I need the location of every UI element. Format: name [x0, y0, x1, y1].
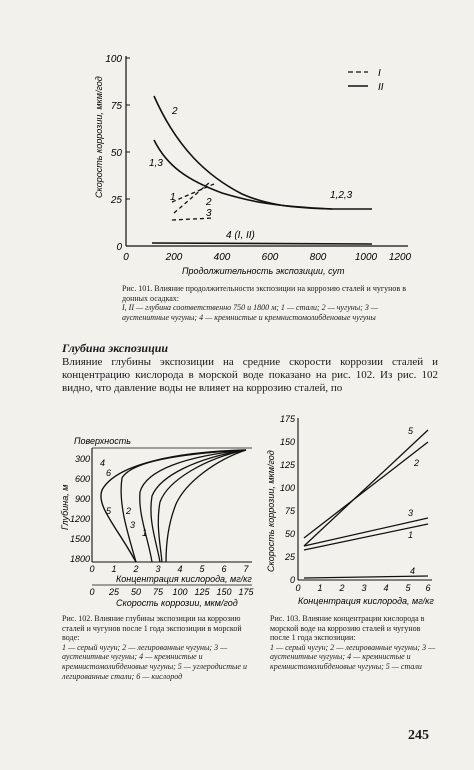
cr-tick-125: 125 [194, 587, 210, 597]
ox-tick-1: 1 [111, 564, 117, 574]
y-axis-label: Скорость коррозии, мкм/год [266, 450, 276, 572]
x-tick-1: 1 [317, 583, 323, 593]
label-4: 4 (I, II) [226, 230, 255, 241]
cr-tick-150: 150 [216, 587, 232, 597]
x-tick-4: 4 [383, 583, 389, 593]
x-axis-label: Концентрация кислорода, мг/кг [298, 596, 434, 606]
y-tick-900: 900 [74, 494, 90, 504]
label-2: 2 [414, 458, 420, 468]
x-tick-400: 400 [213, 252, 231, 263]
cr-tick-25: 25 [108, 587, 120, 597]
label-6: 6 [106, 468, 112, 478]
y-tick-1800: 1800 [69, 554, 90, 564]
y-tick-1500: 1500 [69, 534, 90, 544]
label-2: 2 [126, 506, 132, 516]
ox-tick-5: 5 [199, 564, 205, 574]
line-2 [304, 442, 428, 538]
y-tick-100: 100 [105, 54, 122, 65]
y-tick-50: 50 [284, 529, 295, 539]
caption-102-legend: 1 — серый чугун; 2 — легированные чугуны; 3 — аустенитные чугуны; 4 — кремнистые и кремнистомолибденовые чугуны; 5 — углеродистые и легированные стали; 6 — кислород [62, 642, 247, 681]
y-tick-100: 100 [279, 483, 295, 493]
y-tick-25: 25 [284, 552, 295, 562]
x-tick-1000: 1000 [354, 252, 378, 263]
ox-tick-4: 4 [177, 564, 183, 574]
x-axis-label: Продолжительность экспозиции, сут [182, 266, 345, 276]
line-5 [304, 430, 428, 546]
y-tick-125: 125 [279, 460, 295, 470]
y-axis-label: Глубина, м [60, 484, 70, 530]
curve-3 [158, 450, 246, 562]
label-5: 5 [106, 506, 112, 516]
label-5: 5 [408, 426, 414, 436]
x-tick-5: 5 [405, 583, 411, 593]
ox-tick-3: 3 [155, 564, 161, 574]
label-3: 3 [408, 508, 414, 518]
label-d3: 3 [206, 208, 212, 219]
figure-103-caption [270, 614, 438, 672]
figure-102-chart [56, 434, 266, 612]
caption-101-legend: I, II — глубина соответственно 750 и 1800 м; 1 — стали; 2 — чугуны; 3 — аустенитные чугуны; 4 — кремнистые и кремнистомолибденовые чугуны [122, 303, 378, 322]
label-1-3: 1,3 [149, 158, 163, 169]
ox-tick-0: 0 [89, 564, 95, 574]
ox-tick-7: 7 [243, 564, 249, 574]
x-tick-800: 800 [309, 252, 327, 263]
y-axis-label: Скорость коррозии, мкм/год [94, 76, 104, 198]
ox-tick-6: 6 [221, 564, 227, 574]
y-tick-150: 150 [279, 437, 295, 447]
x-tick-0: 0 [123, 252, 129, 263]
x-tick-6: 6 [425, 583, 431, 593]
cr-tick-50: 50 [130, 587, 142, 597]
top-label: Поверхность [74, 436, 131, 446]
label-1-2-3: 1,2,3 [330, 190, 353, 201]
label-3: 3 [130, 520, 136, 530]
label-d1: 1 [170, 192, 176, 203]
caption-102-title: Рис. 102. Влияние глубины экспозиции на коррозию сталей и чугунов после 1 года экспозиции в морской воде: [62, 614, 242, 643]
section-title: Глубина экспозиции [62, 341, 169, 355]
body-paragraph: Влияние глубины экспозиции на средние скорости коррозии сталей и концентрацию кислорода в морской воде показано на рис. 102. Из рис. 102 видно, что давление воды не влияет на коррозию сталей, по [62, 356, 438, 394]
y-tick-300: 300 [74, 454, 90, 464]
y-tick-0: 0 [116, 242, 122, 253]
y-tick-50: 50 [110, 148, 122, 159]
figure-101-chart [82, 48, 422, 280]
x-tick-3: 3 [361, 583, 367, 593]
y-tick-1200: 1200 [69, 514, 90, 524]
x-tick-200: 200 [165, 252, 183, 263]
curve-4 [152, 243, 372, 244]
line-4 [304, 576, 428, 578]
label-1: 1 [142, 528, 148, 538]
y-tick-75: 75 [284, 506, 295, 516]
x-tick-0: 0 [295, 583, 301, 593]
ox-tick-2: 2 [133, 564, 139, 574]
legend-II: II [378, 82, 384, 93]
x-tick-600: 600 [261, 252, 279, 263]
cr-tick-75: 75 [152, 587, 164, 597]
caption-103-legend: 1 — серый чугун; 2 — легированные чугуны; 3 — аустенитные чугуны; 4 — кремнистые и кремнистомолибденовые чугуны; 5 — стали [270, 642, 436, 671]
curve-1 [166, 450, 246, 562]
x-tick-1200: 1200 [388, 252, 412, 263]
caption-103-title: Рис. 103. Влияние концентрации кислорода в морской воде на коррозию сталей и чугунов после 1 года экспозиции: [270, 614, 425, 643]
legend-I: I [378, 68, 381, 79]
curve-5 [140, 450, 246, 562]
oxygen-axis-label: Концентрация кислорода, мг/кг [116, 574, 252, 584]
cr-tick-0: 0 [89, 587, 95, 597]
y-tick-600: 600 [74, 474, 90, 484]
label-2: 2 [172, 106, 178, 117]
label-1: 1 [408, 530, 414, 540]
y-tick-75: 75 [110, 101, 122, 112]
y-tick-0: 0 [289, 575, 295, 585]
figure-102-caption [62, 614, 258, 681]
figure-101-caption [122, 284, 418, 322]
label-4: 4 [410, 566, 416, 576]
label-4: 4 [100, 458, 106, 468]
label-d2: 2 [206, 197, 212, 208]
y-tick-175: 175 [279, 414, 295, 424]
page-number: 245 [408, 728, 429, 743]
cr-tick-100: 100 [172, 587, 188, 597]
corrosion-axis-label: Скорость коррозии, мкм/год [116, 598, 238, 608]
y-tick-25: 25 [110, 195, 122, 206]
figure-103-chart [262, 412, 442, 612]
caption-101-title: Рис. 101. Влияние продолжительности экспозиции на коррозию сталей и чугунов в донных осадках: [122, 284, 406, 303]
x-tick-2: 2 [339, 583, 345, 593]
cr-tick-175: 175 [238, 587, 254, 597]
